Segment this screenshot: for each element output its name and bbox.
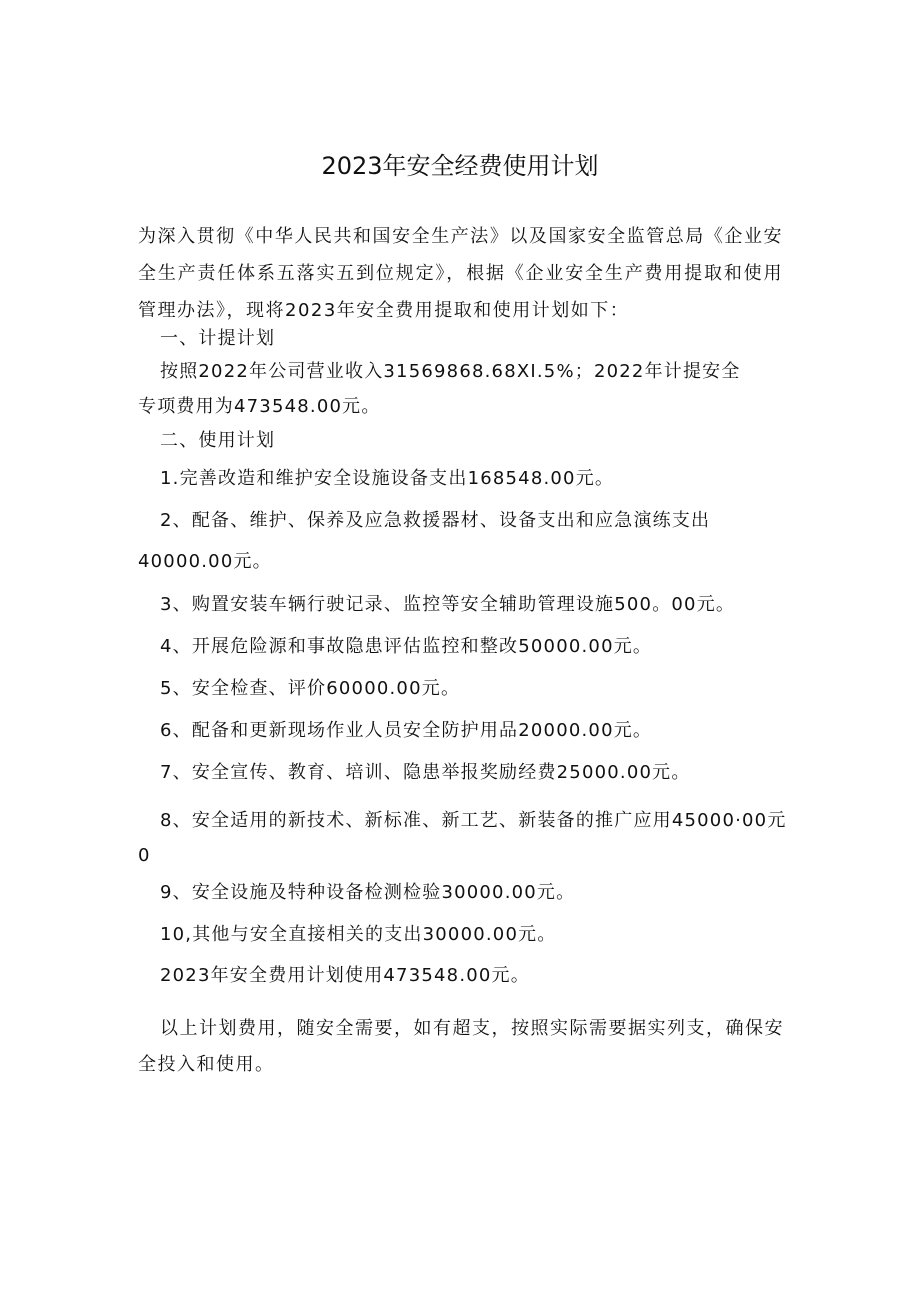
intro-paragraph: 为深入贯彻《中华人民共和国安全生产法》以及国家安全监管总局《企业安全生产责任体系五落实五到位规定》，根据《企业安全生产费用提取和使用管理办法》，现将2023年安全费用提取和使用计划如下： <box>138 226 783 321</box>
plan-item-7: 7、安全宣传、教育、培训、隐患举报奖励经费25000.00元。 <box>160 762 691 783</box>
plan-item-10: 10,其他与安全直接相关的支出30000.00元。 <box>160 924 557 945</box>
total-line: 2023年安全费用计划使用473548.00元。 <box>160 965 530 986</box>
plan-item-2-cont: 40000.00元。 <box>138 551 272 572</box>
section1-line1: 按照2022年公司营业收入31569868.68XI.5%；2022年计提安全 <box>160 361 741 382</box>
plan-item-2: 2、配备、维护、保养及应急救援器材、设备支出和应急演练支出 <box>160 510 711 531</box>
plan-item-5: 5、安全检查、评价60000.00元。 <box>160 678 461 699</box>
plan-item-8-cont: 0 <box>138 845 151 866</box>
section1-heading: 一、计提计划 <box>160 328 276 349</box>
plan-item-8: 8、安全适用的新技术、新标准、新工艺、新装备的推广应用45000·00元 <box>160 810 787 831</box>
section1-line2: 专项费用为473548.00元。 <box>138 396 381 417</box>
closing-paragraph: 以上计划费用，随安全需要，如有超支，按照实际需要据实列支，确保安全投入和使用。 <box>138 1018 784 1075</box>
plan-item-1: 1.完善改造和维护安全设施设备支出168548.00元。 <box>160 468 615 489</box>
plan-item-9: 9、安全设施及特种设备检测检验30000.00元。 <box>160 882 576 903</box>
document-title: 2023年安全经费使用计划 <box>321 152 599 180</box>
plan-item-3: 3、购置安装车辆行驶记录、监控等安全辅助管理设施500。00元。 <box>160 594 736 615</box>
section2-heading: 二、使用计划 <box>160 430 276 451</box>
plan-item-4: 4、开展危险源和事故隐患评估监控和整改50000.00元。 <box>160 636 653 657</box>
plan-item-6: 6、配备和更新现场作业人员安全防护用品20000.00元。 <box>160 720 653 741</box>
